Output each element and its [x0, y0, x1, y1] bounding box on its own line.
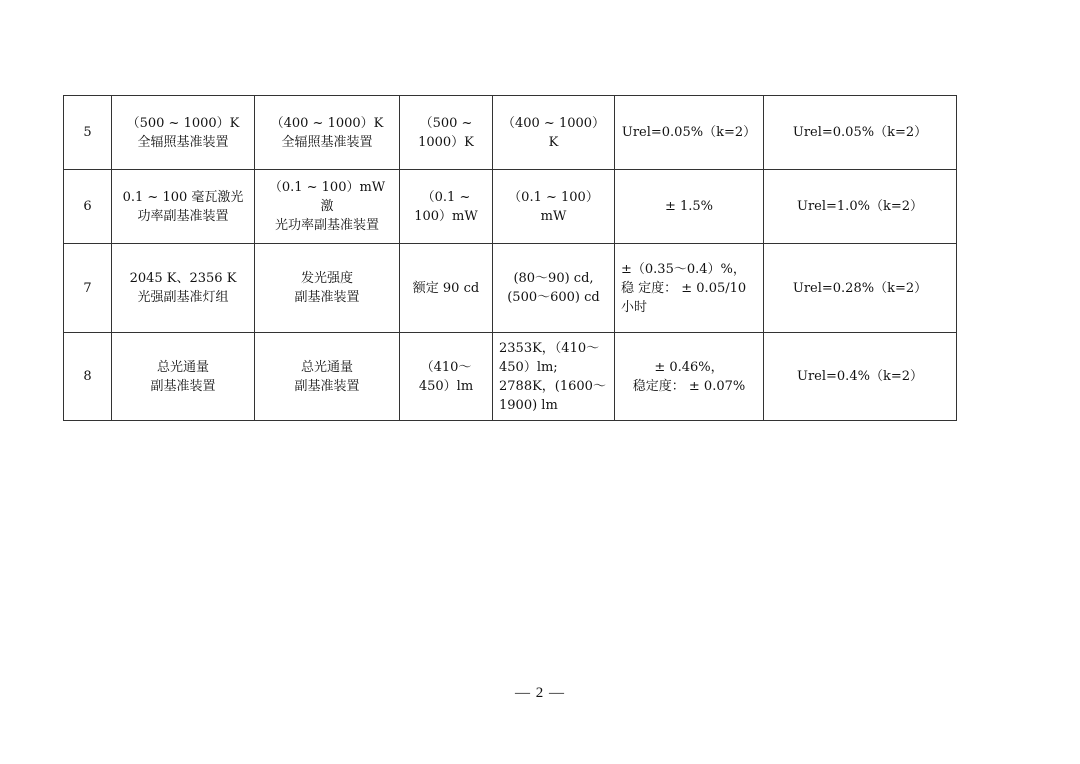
old-uncertainty-cell: Urel=0.05%（k=2） [615, 96, 764, 170]
new-uncertainty-cell: Urel=0.28%（k=2） [764, 244, 957, 333]
new-range-cell: (80～90) cd, (500～600) cd [493, 244, 615, 333]
new-range-cell: 2353K，（410～ 450）lm; 2788K，(1600～ 1900) lm [493, 333, 615, 421]
new-uncertainty-cell: Urel=0.05%（k=2） [764, 96, 957, 170]
table-row [64, 333, 957, 421]
old-uncertainty-cell: ± 1.5% [615, 170, 764, 244]
old-uncertainty-cell: ± 0.46%， 稳定度： ± 0.07% [615, 333, 764, 421]
new-range-cell: （0.1 ~ 100）mW [493, 170, 615, 244]
old-standard-cell: 总光通量 副基准装置 [112, 333, 255, 421]
row-number: 8 [64, 333, 112, 421]
row-number: 5 [64, 96, 112, 170]
old-range-cell: （500 ~ 1000）K [400, 96, 493, 170]
standards-table [63, 95, 957, 421]
new-standard-cell: 总光通量 副基准装置 [255, 333, 400, 421]
old-range-cell: 额定 90 cd [400, 244, 493, 333]
new-standard-cell: （0.1 ~ 100）mW 激 光功率副基准装置 [255, 170, 400, 244]
old-range-cell: （410～ 450）lm [400, 333, 493, 421]
new-standard-cell: 发光强度 副基准装置 [255, 244, 400, 333]
table-row [64, 170, 957, 244]
old-standard-cell: 2045 K、2356 K 光强副基准灯组 [112, 244, 255, 333]
old-uncertainty-cell: ±（0.35～0.4）%， 稳 定度： ± 0.05/10 小时 [615, 244, 764, 333]
old-standard-cell: 0.1 ~ 100 毫瓦激光 功率副基准装置 [112, 170, 255, 244]
old-range-cell: （0.1 ~ 100）mW [400, 170, 493, 244]
row-number: 6 [64, 170, 112, 244]
new-uncertainty-cell: Urel=0.4%（k=2） [764, 333, 957, 421]
new-range-cell: （400 ~ 1000）K [493, 96, 615, 170]
page-number: — 2 — [515, 685, 565, 701]
table-row [64, 244, 957, 333]
new-uncertainty-cell: Urel=1.0%（k=2） [764, 170, 957, 244]
new-standard-cell: （400 ~ 1000）K 全辐照基准装置 [255, 96, 400, 170]
row-number: 7 [64, 244, 112, 333]
table-row [64, 96, 957, 170]
old-standard-cell: （500 ~ 1000）K 全辐照基准装置 [112, 96, 255, 170]
